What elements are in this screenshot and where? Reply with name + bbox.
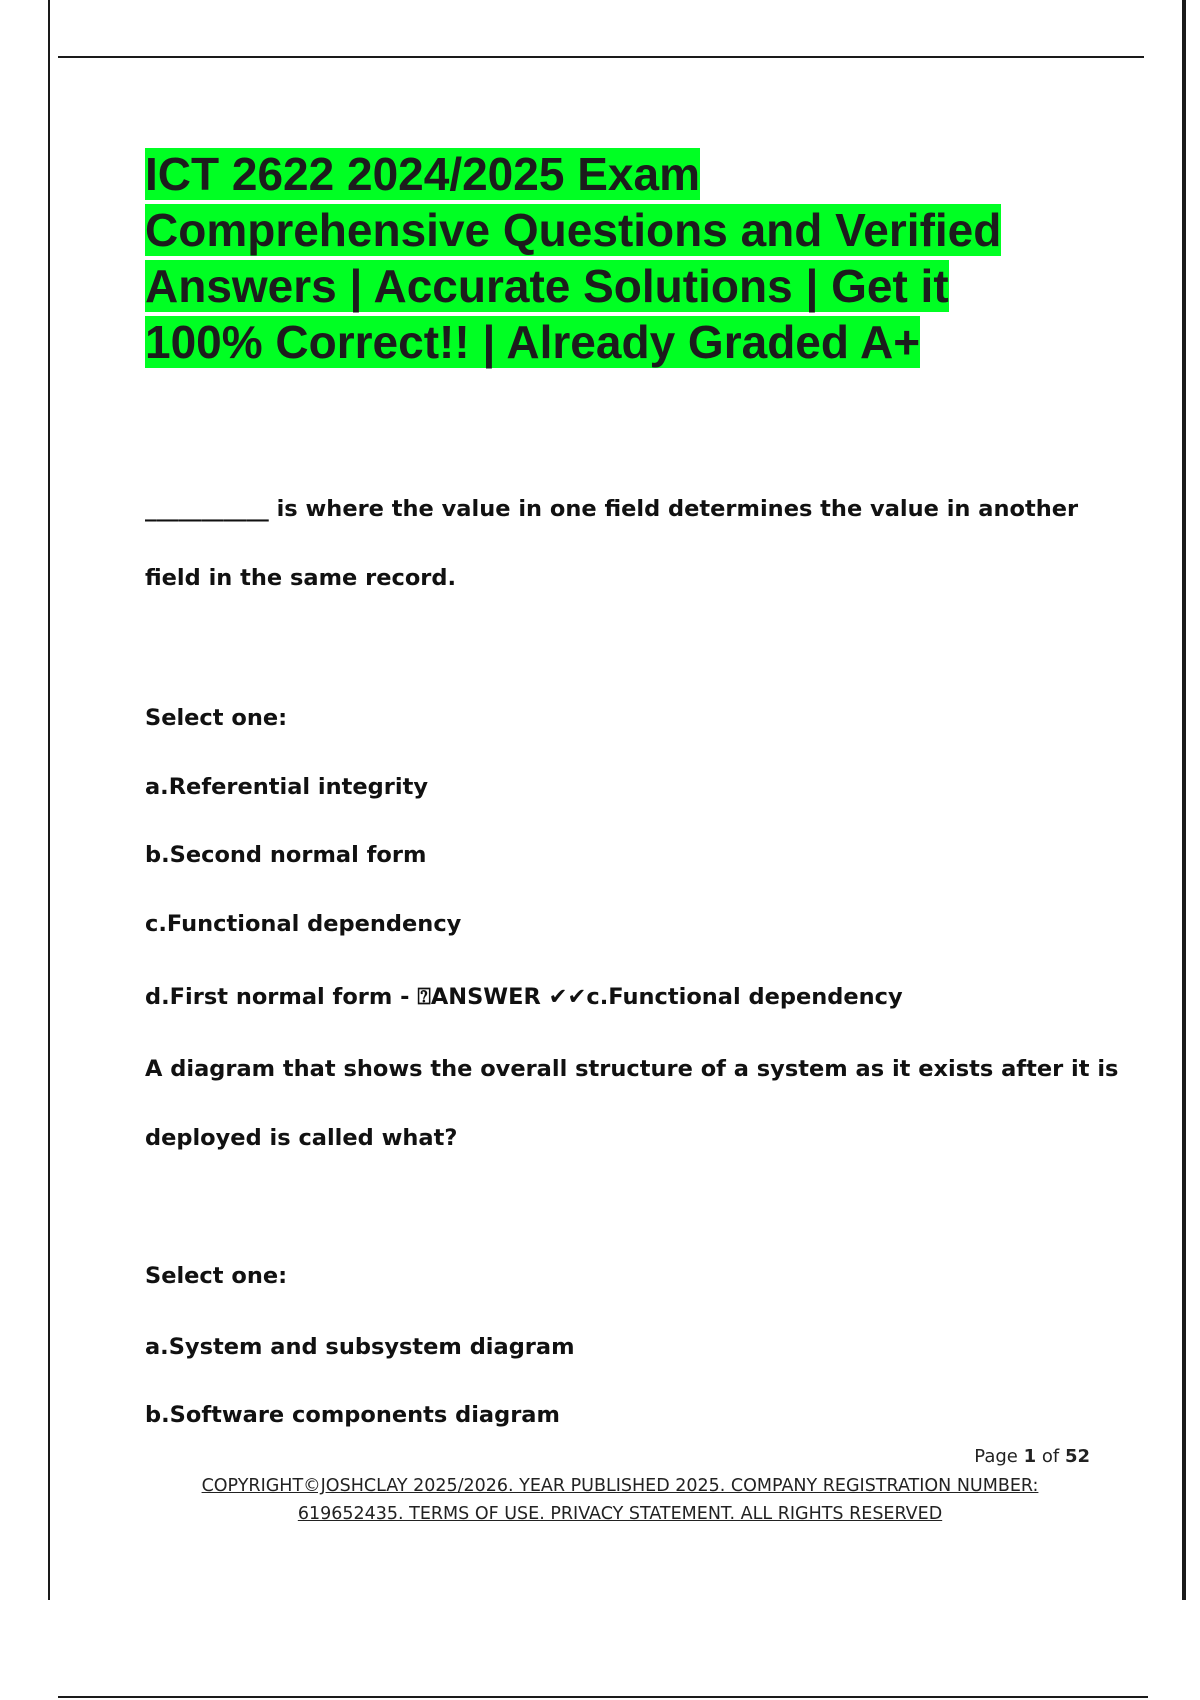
question-2-option-b: b.Software components diagram [145,1402,560,1428]
document-title [145,146,1145,370]
question-2-line-1: A diagram that shows the overall structure of a system as it exists after it is [145,1056,1119,1082]
title-line: 100% Correct!! | Already Graded A+ [145,316,921,368]
page-current: 1 [1023,1446,1037,1467]
question-1-text: is where the value in one field determines the value in another [268,496,1079,522]
question-1-option-c: c.Functional dependency [145,911,462,937]
bottom-page-rule [58,1696,1148,1698]
question-1-option-d-answer: d.First normal form - ⍰ANSWER ✔✔c.Functional dependency [145,984,903,1010]
question-2-option-a: a.System and subsystem diagram [145,1334,575,1360]
question-1-option-a: a.Referential integrity [145,774,429,800]
question-1-select-prompt: Select one: [145,705,288,731]
copyright-footer [140,1472,1100,1528]
right-page-border [1182,0,1186,1600]
page-middle: of [1036,1446,1065,1467]
title-line: Answers | Accurate Solutions | Get it [145,260,949,312]
footer-line-2: 619652435. TERMS OF USE. PRIVACY STATEMENT. ALL RIGHTS RESERVED [297,1504,943,1524]
question-1-line-2: field in the same record. [145,565,457,591]
title-line: ICT 2622 2024/2025 Exam [145,148,700,200]
fill-in-blank: ___________ [145,496,269,522]
question-2-select-prompt: Select one: [145,1263,288,1289]
top-page-rule [58,56,1144,58]
page-number [880,1446,1090,1467]
title-line: Comprehensive Questions and Verified [145,204,1002,256]
footer-line-1: COPYRIGHT©JOSHCLAY 2025/2026. YEAR PUBLISHED 2025. COMPANY REGISTRATION NUMBER: [201,1476,1039,1496]
left-page-border [48,0,50,1600]
question-2-line-2: deployed is called what? [145,1125,458,1151]
page-prefix: Page [974,1446,1024,1467]
page-total: 52 [1064,1446,1090,1467]
question-1-line-1 [145,494,1078,524]
question-1-option-b: b.Second normal form [145,842,427,868]
